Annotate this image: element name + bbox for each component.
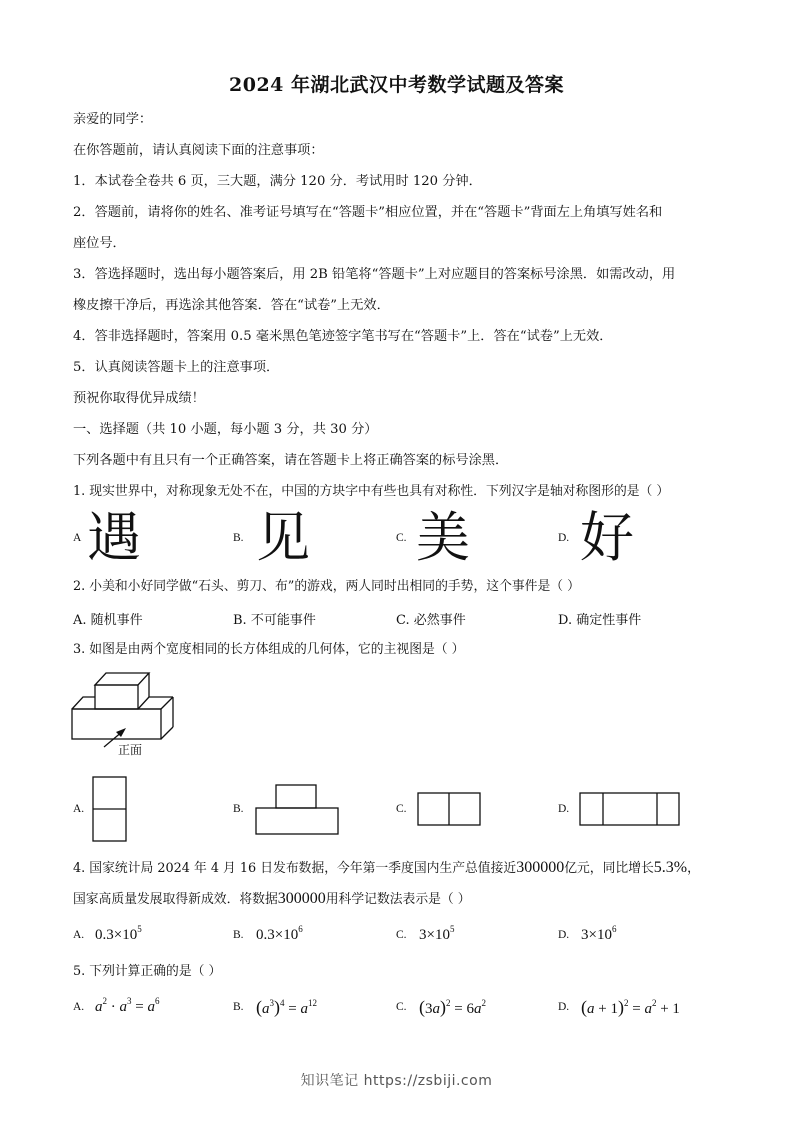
q1-option-c-label: C. <box>396 532 407 544</box>
q5-option-d: $(a + 1)^2 = a^2 + 1$ <box>581 997 680 1017</box>
page-title: 2024 年湖北武汉中考数学试题及答案 <box>229 74 564 96</box>
q2-stem: 2. 小美和小好同学做“石头、剪刀、布”的游戏，两人同时出相同的手势，这个事件是（ ） <box>73 579 580 594</box>
q4-option-c-label: C. <box>396 929 407 941</box>
greeting: 亲爱的同学： <box>73 112 153 127</box>
q4-stem-text-1: 4. 国家统计局 2024 年 4 月 16 日发布数据，今年第一季度国内生产总值接近 <box>73 861 517 876</box>
q1-option-c-glyph: 美 <box>416 506 470 569</box>
q5-option-c-label: C. <box>396 1001 407 1013</box>
q5-stem: 5. 下列计算正确的是（ ） <box>73 964 222 979</box>
q1-option-d-glyph: 好 <box>580 506 634 569</box>
notice-2-line-2: 座位号． <box>73 236 126 251</box>
notice-2-line-1: 2．答题前，请将你的姓名、准考证号填写在“答题卡”相应位置，并在“答题卡”背面左上角填写姓名和 <box>73 205 663 220</box>
q1-option-b-glyph: 见 <box>256 506 310 569</box>
q2-option-b: B. 不可能事件 <box>233 613 316 628</box>
q4-option-a-label: A. <box>73 929 85 941</box>
q4-stem-line-2 <box>73 889 471 910</box>
q3-stem: 3. 如图是由两个宽度相同的长方体组成的几何体，它的主视图是（ ） <box>73 642 465 657</box>
q3-option-a-label: A. <box>73 803 85 815</box>
q4-stem-text-4: 国家高质量发展取得新成效．将数据 <box>73 892 278 907</box>
q4-stem-line-1 <box>73 858 700 879</box>
section-heading: 一、选择题（共 10 小题，每小题 3 分，共 30 分） <box>73 422 378 437</box>
q4-stem-text-3: ， <box>687 861 700 876</box>
q4-growth-rate: 5.3% <box>653 859 688 876</box>
q3-option-b-label: B. <box>233 803 244 815</box>
notice-3-line-1: 3．答选择题时，选出每小题答案后，用 2B 铅笔将“答题卡”上对应题目的答案标号涂黑．如需改动，用 <box>73 267 676 282</box>
q4-option-d-label: D. <box>558 929 570 941</box>
wish-text: 预祝你取得优异成绩！ <box>73 391 205 406</box>
q4-number: 300000 <box>277 890 326 907</box>
q5-option-b-label: B. <box>233 1001 244 1013</box>
q1-option-a-label: A <box>73 532 82 544</box>
q4-stem-text-5: 用科学记数法表示是（ ） <box>325 892 471 907</box>
q5-option-b: $(a^3)^4 = a^{12}$ <box>256 997 317 1017</box>
q1-stem: 1. 现实世界中，对称现象无处不在，中国的方块字中有些也具有对称性．下列汉字是轴对称图形的是（ ） <box>73 484 670 499</box>
q4-option-a: $0.3\times 10^5$ <box>95 924 142 943</box>
q5-option-a-label: A. <box>73 1001 85 1013</box>
notice-1: 1．本试卷全卷共 6 页，三大题，满分 120 分．考试用时 120 分钟． <box>73 174 482 189</box>
q4-gdp-value: 300000 <box>516 859 565 876</box>
q1-option-d-label: D. <box>558 532 570 544</box>
notice-4: 4．答非选择题时，答案用 0.5 毫米黑色笔迹签字笔书写在“答题卡”上．答在“试卷”上无效． <box>73 329 613 344</box>
q4-option-c: $3\times 10^5$ <box>419 924 455 943</box>
q5-option-d-label: D. <box>558 1001 570 1013</box>
q1-option-a-glyph: 遇 <box>87 506 141 569</box>
q3-option-d-label: D. <box>558 803 570 815</box>
instructions-intro: 在你答题前，请认真阅读下面的注意事项： <box>73 143 324 158</box>
q2-option-c: C. 必然事件 <box>396 613 466 628</box>
q4-option-d: $3\times 10^6$ <box>581 924 617 943</box>
q2-option-a: A. 随机事件 <box>73 613 143 628</box>
q2-option-d: D. 确定性事件 <box>558 613 642 628</box>
footer-watermark: 知识笔记 https://zsbiji.com <box>300 1073 493 1089</box>
notice-3-line-2: 橡皮擦干净后，再选涂其他答案．答在“试卷”上无效． <box>73 298 390 313</box>
q5-option-a: $a^2 \cdot a^3 = a^6$ <box>95 996 160 1015</box>
section-note: 下列各题中有且只有一个正确答案，请在答题卡上将正确答案的标号涂黑． <box>73 453 509 468</box>
q3-option-c-label: C. <box>396 803 407 815</box>
q4-option-b: $0.3\times 10^6$ <box>256 924 303 943</box>
q4-stem-text-2: 亿元，同比增长 <box>564 861 654 876</box>
q4-option-b-label: B. <box>233 929 244 941</box>
q1-option-b-label: B. <box>233 532 244 544</box>
q3-front-label: 正面 <box>118 743 143 757</box>
notice-5: 5．认真阅读答题卡上的注意事项． <box>73 360 280 375</box>
q5-option-c: $(3a)^2 = 6a^2$ <box>419 997 486 1017</box>
